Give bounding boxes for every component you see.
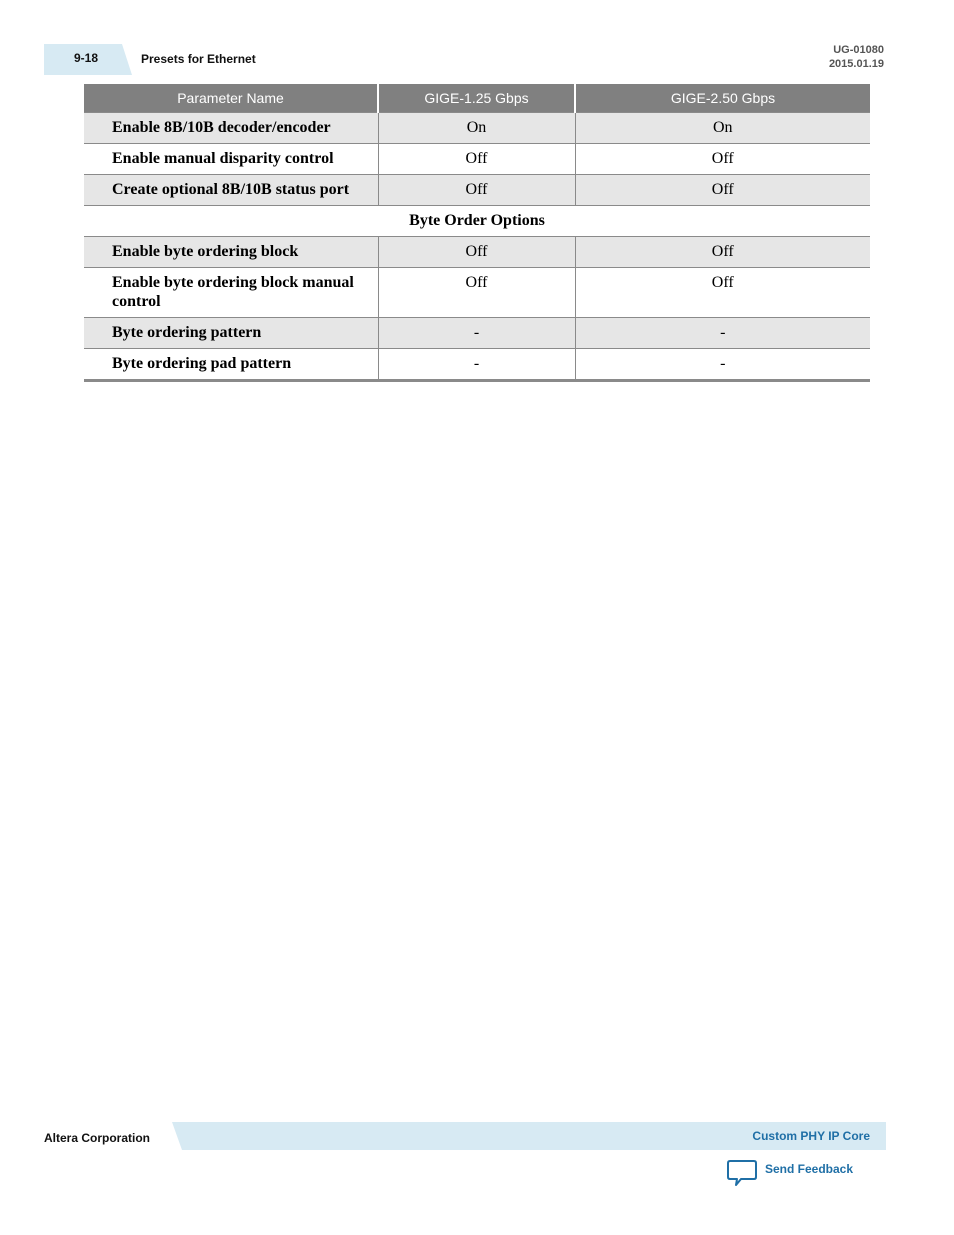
column-header: Parameter Name [84,84,378,113]
gige-1-25-value: Off [378,144,575,175]
gige-2-50-value: Off [575,175,870,206]
table-row [84,268,870,318]
speech-bubble-icon[interactable] [727,1159,757,1187]
table-row [84,237,870,268]
gige-1-25-value: - [378,318,575,349]
presets-table [84,84,870,382]
section-heading: Byte Order Options [84,206,870,237]
gige-2-50-value: - [575,318,870,349]
parameter-name: Byte ordering pattern [84,318,378,349]
gige-2-50-value: Off [575,237,870,268]
send-feedback-link[interactable]: Send Feedback [765,1162,854,1176]
table-row [84,318,870,349]
column-header: GIGE-1.25 Gbps [378,84,575,113]
section-title: Presets for Ethernet [141,52,256,66]
parameter-name: Enable manual disparity control [84,144,378,175]
gige-1-25-value: Off [378,268,575,318]
gige-1-25-value: Off [378,237,575,268]
document-id: UG-01080 [833,44,884,56]
gige-2-50-value: Off [575,268,870,318]
gige-1-25-value: On [378,113,575,144]
table-row [84,144,870,175]
parameter-name: Enable byte ordering block manual control [84,268,378,318]
column-header: GIGE-2.50 Gbps [575,84,870,113]
page-number: 9-18 [74,51,99,65]
footer-document-title[interactable]: Custom PHY IP Core [752,1129,870,1143]
gige-2-50-value: Off [575,144,870,175]
gige-2-50-value: On [575,113,870,144]
document-date: 2015.01.19 [828,58,884,70]
table-header-row [84,84,870,113]
table-row [84,175,870,206]
gige-2-50-value: - [575,349,870,381]
parameter-name: Create optional 8B/10B status port [84,175,378,206]
parameter-name: Enable byte ordering block [84,237,378,268]
parameter-name: Enable 8B/10B decoder/encoder [84,113,378,144]
footer-company: Altera Corporation [44,1131,151,1145]
table-row [84,113,870,144]
section-row [84,206,870,237]
parameter-name: Byte ordering pad pattern [84,349,378,381]
document-id-block [829,43,884,71]
table-row [84,349,870,381]
gige-1-25-value: Off [378,175,575,206]
gige-1-25-value: - [378,349,575,381]
